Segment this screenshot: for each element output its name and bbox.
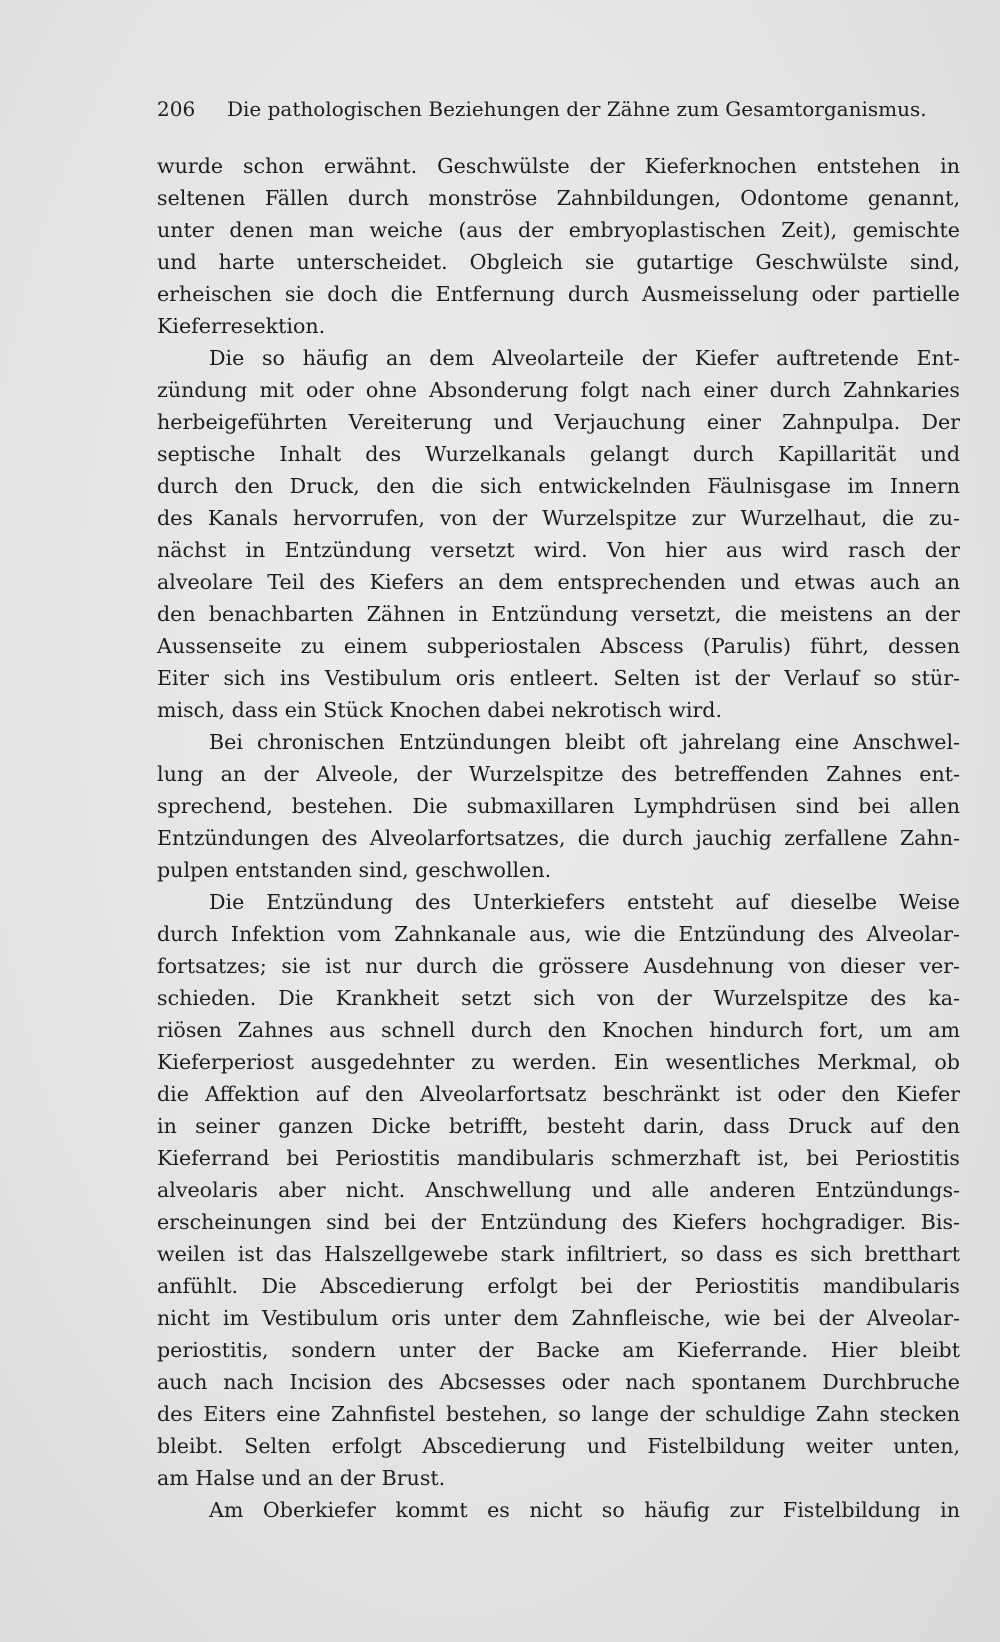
paragraph-first-line: Am Oberkiefer kommt es nicht so häufig zur Fistelbildung in bbox=[209, 1498, 960, 1522]
text-line: anfühlt. Die Abscedierung erfolgt bei der Periostitis mandibularis bbox=[157, 1274, 960, 1298]
text-line: Kieferresektion. bbox=[157, 314, 326, 338]
text-line: des Kanals hervorrufen, von der Wurzelspitze zur Wurzelhaut, die zu- bbox=[157, 506, 960, 530]
text-line: nächst in Entzündung versetzt wird. Von hier aus wird rasch der bbox=[157, 538, 960, 562]
text-line: sprechend, bestehen. Die submaxillaren Lymphdrüsen sind bei allen bbox=[157, 794, 960, 818]
text-line: die Affektion auf den Alveolarfortsatz beschränkt ist oder den Kiefer bbox=[157, 1082, 960, 1106]
text-line: Kieferperiost ausgedehnter zu werden. Ein wesentliches Merkmal, ob bbox=[157, 1050, 960, 1074]
text-line: schieden. Die Krankheit setzt sich von der Wurzelspitze des ka- bbox=[157, 986, 960, 1010]
text-line: auch nach Incision des Abcsesses oder nach spontanem Durchbruche bbox=[157, 1370, 960, 1394]
text-line: seltenen Fällen durch monströse Zahnbildungen, Odontome genannt, bbox=[157, 186, 960, 210]
text-line: pulpen entstanden sind, geschwollen. bbox=[157, 858, 552, 882]
text-line: lung an der Alveole, der Wurzelspitze des betreffenden Zahnes ent- bbox=[157, 762, 960, 786]
paragraph-first-line: Die Entzündung des Unterkiefers entsteht auf dieselbe Weise bbox=[209, 890, 960, 914]
page-number: 206 bbox=[157, 97, 196, 121]
running-header bbox=[157, 94, 927, 124]
text-line: fortsatzes; sie ist nur durch die grössere Ausdehnung von dieser ver- bbox=[157, 954, 960, 978]
text-line: nicht im Vestibulum oris unter dem Zahnfleische, wie bei der Alveolar- bbox=[157, 1306, 960, 1330]
text-line: durch Infektion vom Zahnkanale aus, wie die Entzündung des Alveolar- bbox=[157, 922, 960, 946]
text-line: Entzündungen des Alveolarfortsatzes, die durch jauchig zerfallene Zahn- bbox=[157, 826, 960, 850]
body-text bbox=[157, 150, 960, 1526]
text-line: des Eiters eine Zahnfistel bestehen, so lange der schuldige Zahn stecken bbox=[157, 1402, 960, 1426]
text-line: Kieferrand bei Periostitis mandibularis schmerzhaft ist, bei Periostitis bbox=[157, 1146, 960, 1170]
paragraph-first-line: Die so häufig an dem Alveolarteile der Kiefer auftretende Ent- bbox=[209, 346, 960, 370]
text-line: Eiter sich ins Vestibulum oris entleert. Selten ist der Verlauf so stür- bbox=[157, 666, 960, 690]
text-line: alveolare Teil des Kiefers an dem entsprechenden und etwas auch an bbox=[157, 570, 960, 594]
text-line: riösen Zahnes aus schnell durch den Knochen hindurch fort, um am bbox=[157, 1018, 960, 1042]
paragraph-first-line: Bei chronischen Entzündungen bleibt oft jahrelang eine Anschwel- bbox=[209, 730, 960, 754]
text-line: am Halse und an der Brust. bbox=[157, 1466, 446, 1490]
text-line: durch den Druck, den die sich entwickelnden Fäulnisgase im Innern bbox=[157, 474, 960, 498]
text-line: bleibt. Selten erfolgt Abscedierung und Fistelbildung weiter unten, bbox=[157, 1434, 960, 1458]
text-line: septische Inhalt des Wurzelkanals gelangt durch Kapillarität und bbox=[157, 442, 960, 466]
text-line: herbeigeführten Vereiterung und Verjauchung einer Zahnpulpa. Der bbox=[157, 410, 960, 434]
running-title: Die pathologischen Beziehungen der Zähne zum Gesamtorganismus. bbox=[227, 97, 927, 121]
text-line: misch, dass ein Stück Knochen dabei nekrotisch wird. bbox=[157, 698, 723, 722]
text-line: und harte unterscheidet. Obgleich sie gutartige Geschwülste sind, bbox=[157, 250, 960, 274]
text-line: unter denen man weiche (aus der embryoplastischen Zeit), gemischte bbox=[157, 218, 960, 242]
text-line: den benachbarten Zähnen in Entzündung versetzt, die meistens an der bbox=[157, 602, 960, 626]
text-line: in seiner ganzen Dicke betrifft, besteht darin, dass Druck auf den bbox=[157, 1114, 960, 1138]
text-line: zündung mit oder ohne Absonderung folgt nach einer durch Zahnkaries bbox=[157, 378, 960, 402]
text-line: alveolaris aber nicht. Anschwellung und alle anderen Entzündungs- bbox=[157, 1178, 960, 1202]
text-line: weilen ist das Halszellgewebe stark infiltriert, so dass es sich bretthart bbox=[157, 1242, 960, 1266]
text-line: erscheinungen sind bei der Entzündung des Kiefers hochgradiger. Bis- bbox=[157, 1210, 960, 1234]
text-line: periostitis, sondern unter der Backe am Kieferrande. Hier bleibt bbox=[157, 1338, 960, 1362]
text-line: Aussenseite zu einem subperiostalen Abscess (Parulis) führt, dessen bbox=[157, 634, 960, 658]
text-line: erheischen sie doch die Entfernung durch Ausmeisselung oder partielle bbox=[157, 282, 960, 306]
text-line: wurde schon erwähnt. Geschwülste der Kieferknochen entstehen in bbox=[157, 154, 960, 178]
